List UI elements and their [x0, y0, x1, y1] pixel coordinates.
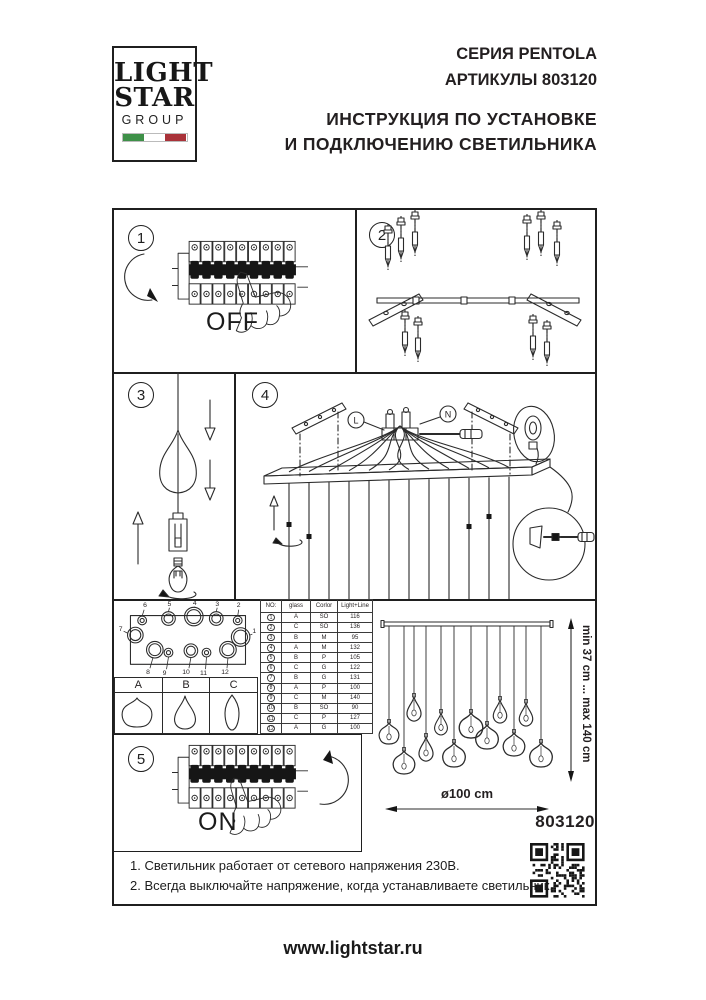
table-row: 7 B G 131 — [261, 673, 373, 683]
height-range-label: min 37 cm ... max 140 cm — [580, 625, 592, 763]
parts-table — [260, 599, 373, 734]
flag-white — [144, 134, 165, 141]
col-light-line: Light+Line — [338, 600, 373, 613]
diameter-label: ø100 cm — [440, 786, 494, 801]
instruction-panels — [112, 208, 597, 906]
position-label: 9 — [162, 670, 167, 677]
table-row: 11 C P 127 — [261, 713, 373, 723]
table-row: 9 C M 140 — [261, 693, 373, 703]
table-row: 2 C SO 136 — [261, 623, 373, 633]
title-line2: И ПОДКЛЮЧЕНИЮ СВЕТИЛЬНИКА — [284, 134, 597, 155]
position-label: 4 — [192, 599, 197, 607]
flag-green — [123, 134, 144, 141]
step-4-number: 4 — [252, 382, 278, 408]
logo-word-light: LIGHT — [114, 58, 214, 88]
position-label: 11 — [200, 670, 208, 677]
table-row: 3 B M 95 — [261, 633, 373, 643]
glass-type-a: A — [115, 678, 163, 693]
position-label: 12 — [221, 669, 229, 677]
table-row: 12 A G 100 — [261, 723, 373, 733]
note-1: 1. Светильник работает от сетевого напряжения 230В. — [130, 858, 460, 873]
glass-shape-a — [115, 693, 163, 734]
chandelier-dimensions-drawing — [368, 605, 599, 830]
step-5-number: 5 — [128, 746, 154, 772]
position-label: 6 — [143, 601, 147, 609]
glass-shape-c — [210, 693, 258, 734]
neutral-wire-label: N — [444, 409, 452, 420]
position-label: 8 — [146, 669, 150, 677]
article-numbers: АРТИКУЛЫ 803120 — [444, 70, 597, 89]
wiring-diagram — [234, 372, 599, 599]
position-circles — [119, 600, 257, 677]
table-row: 1 A SO 116 — [261, 613, 373, 623]
live-wire-label: L — [353, 415, 359, 426]
step-1-number: 1 — [128, 225, 154, 251]
on-label: ON — [198, 808, 238, 836]
table-row: 5 B P 105 — [261, 653, 373, 663]
position-label: 7 — [118, 626, 123, 634]
flag-red — [165, 134, 186, 141]
glass-shapes-table — [114, 677, 258, 734]
lamp-positions-diagram — [114, 599, 260, 677]
lightstar-logo — [112, 46, 214, 162]
breaker-on-diagram — [114, 734, 362, 852]
safety-notes — [130, 856, 600, 896]
pendant-assembly-diagram — [114, 372, 234, 599]
glass-shape-b — [162, 693, 210, 734]
parts-table-body — [261, 613, 373, 734]
position-label: 1 — [252, 628, 257, 636]
pendants — [379, 626, 552, 774]
step-3-number: 3 — [128, 382, 154, 408]
glass-type-c: C — [210, 678, 258, 693]
col-color: Corlor — [311, 600, 338, 613]
instruction-title — [285, 107, 597, 158]
position-label: 3 — [215, 600, 220, 608]
table-row: 10 B SO 90 — [261, 703, 373, 713]
breaker-off-diagram — [114, 210, 355, 372]
col-glass: glass — [282, 600, 311, 613]
anchor-screws — [384, 210, 561, 366]
title-line1: ИНСТРУКЦИЯ ПО УСТАНОВКЕ — [326, 109, 597, 129]
position-label: 2 — [236, 601, 241, 609]
position-label: 5 — [167, 600, 172, 608]
table-row: 8 A P 100 — [261, 683, 373, 693]
series-name: СЕРИЯ PENTOLA — [456, 45, 597, 63]
position-label: 10 — [182, 669, 190, 677]
table-row: 6 C G 122 — [261, 663, 373, 673]
note-2: 2. Всегда выключайте напряжение, когда устанавливаете светильник. — [130, 878, 554, 893]
hanging-cords — [287, 477, 510, 599]
series-block — [445, 42, 597, 93]
step-2-number: 2 — [369, 222, 395, 248]
col-no: NO: — [261, 600, 282, 613]
mounting-anchors-diagram — [355, 210, 599, 372]
table-row: 4 A M 132 — [261, 643, 373, 653]
logo-word-star: STAR — [114, 82, 195, 113]
italian-flag-icon — [122, 133, 188, 142]
off-label: OFF — [206, 308, 259, 336]
article-number: 803120 — [535, 812, 595, 831]
logo-word-group: GROUP — [121, 113, 188, 128]
website-link[interactable]: www.lightstar.ru — [283, 938, 423, 958]
glass-type-b: B — [162, 678, 210, 693]
